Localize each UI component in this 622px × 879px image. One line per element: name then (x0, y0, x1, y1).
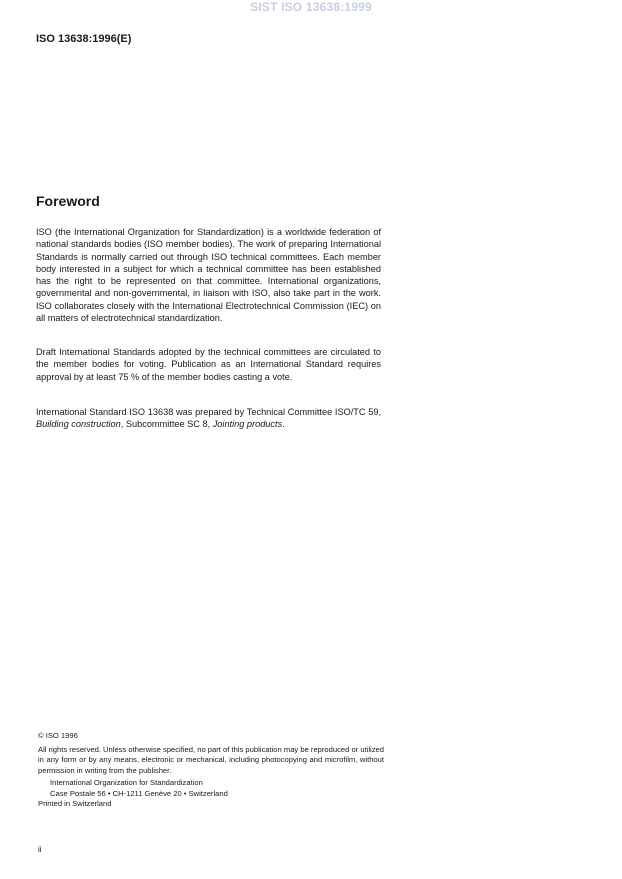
section-heading: Foreword (36, 193, 100, 209)
watermark: SIST ISO 13638:1999 (250, 0, 372, 14)
copyright-notice: © ISO 1996 (38, 731, 78, 740)
document-identifier: ISO 13638:1996(E) (36, 33, 132, 45)
committee-title: Building construction (36, 419, 121, 430)
copyright-block (38, 731, 384, 810)
rights-statement: All rights reserved. Unless otherwise specified, no part of this publication may be reproduced or utilized in any form or by any means, electronic or mechanical, including photocopying and microfilm, without permission in writing from the publisher. (38, 744, 384, 775)
paragraph-text: International Standard ISO 13638 was prepared by Technical Committee ISO/TC 59, (36, 407, 381, 417)
subcommittee-title: Jointing products (212, 419, 283, 430)
foreword-paragraph-3 (36, 406, 381, 431)
foreword-paragraph-1: ISO (the International Organization for Standardization) is a worldwide federation of national standards bodies (ISO member bodies). The work of preparing International Standards is normally carried out through ISO technical committees. Each member body interested in a subject for which a technical committee has been established has the right to be represented on that committee. International organizations, governmental and non-governmental, in liaison with ISO, also take part in the work. ISO collaborates closely with the International Electrotechnical Commission (IEC) on all matters of electrotechnical standardization. (36, 227, 381, 324)
paragraph-text: , Subcommittee SC 8, (120, 419, 213, 430)
page-number: ii (38, 845, 42, 854)
foreword-paragraph-2: Draft International Standards adopted by the technical committees are circulated to the member bodies for voting. Publication as an International Standard requires approval by at least 75 % of the member bodies casting a vote. (36, 347, 381, 382)
organization-name: International Organization for Standardization (50, 778, 203, 787)
printed-location: Printed in Switzerland (38, 799, 112, 808)
paragraph-text: . (282, 419, 285, 430)
organization-address: Case Postale 56 • CH-1211 Genève 20 • Switzerland (50, 788, 228, 798)
